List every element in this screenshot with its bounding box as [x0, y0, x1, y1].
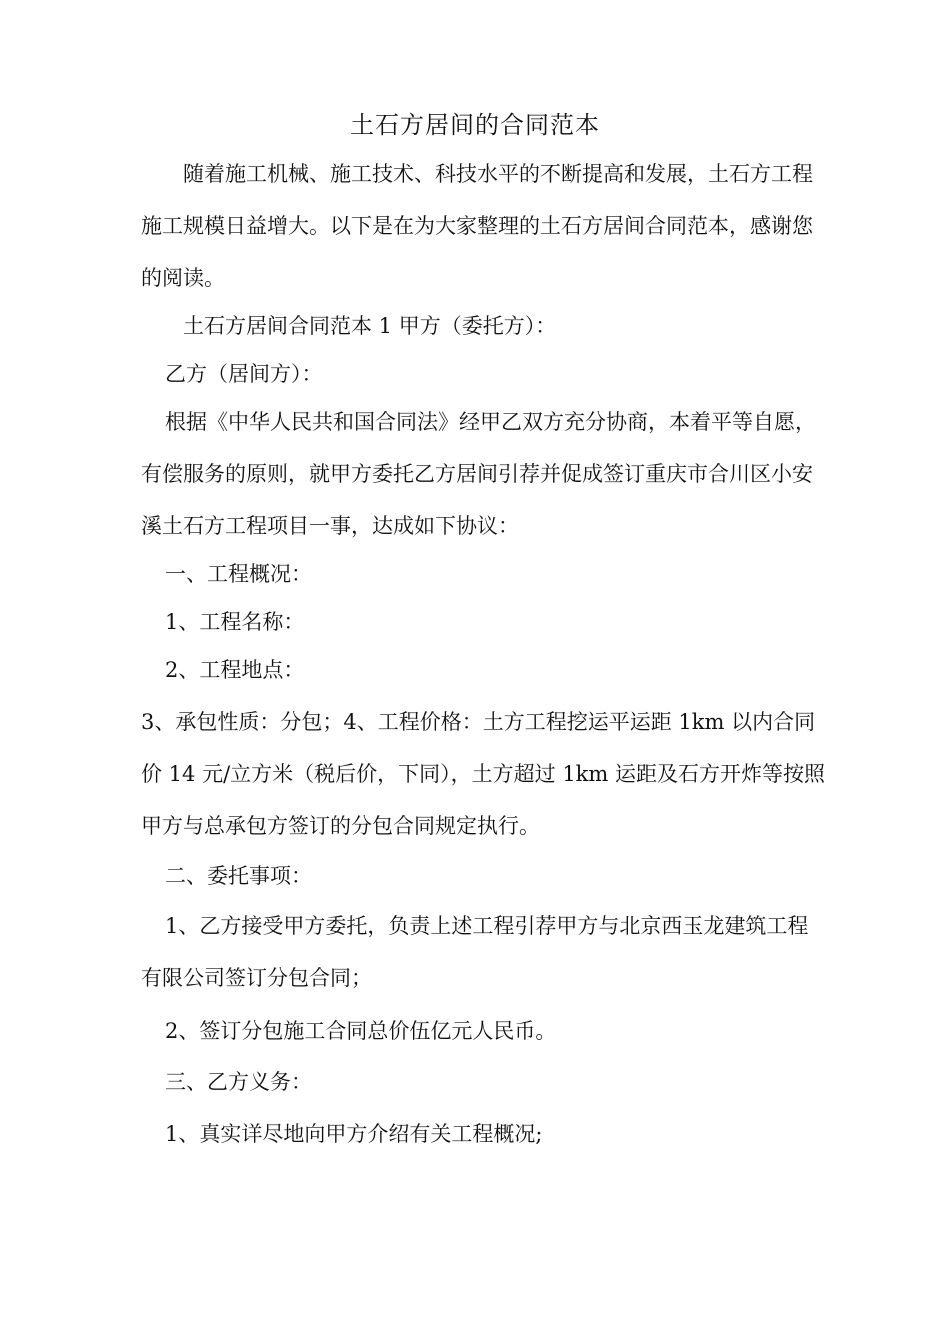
obligation-item-1: 1、真实详尽地向甲方介绍有关工程概况;: [165, 1122, 543, 1146]
commission-item-1: 1、乙方接受甲方委托，负责上述工程引荐甲方与北京西玉龙建筑工程有限公司签订分包合同；: [141, 914, 809, 990]
document-title: 土石方居间的合同范本: [350, 111, 600, 139]
agreement-basis-paragraph: 根据《中华人民共和国合同法》经甲乙双方充分协商，本着平等自愿，有偿服务的原则，就甲方委托乙方居间引荐并促成签订重庆市合川区小安溪土石方工程项目一事，达成如下协议：: [141, 410, 816, 538]
project-name-line: 1、工程名称：: [165, 610, 305, 634]
section-3-heading: 三、乙方义务：: [165, 1070, 312, 1094]
commission-item-2: 2、签订分包施工合同总价伍亿元人民币。: [165, 1019, 557, 1043]
section-1-heading: 一、工程概况：: [165, 562, 312, 586]
intro-paragraph: 随着施工机械、施工技术、科技水平的不断提高和发展，土石方工程施工规模日益增大。以下是在为大家整理的土石方居间合同范本，感谢您的阅读。: [141, 162, 813, 290]
contract-heading-party-a: 土石方居间合同范本 1 甲方（委托方）：: [183, 314, 557, 338]
project-location-line: 2、工程地点：: [165, 658, 305, 682]
section-2-heading: 二、委托事项：: [165, 864, 312, 888]
party-b-line: 乙方（居间方）：: [165, 362, 323, 386]
contract-nature-price-paragraph: 3、承包性质：分包；4、工程价格：土方工程挖运平运距 1km 以内合同价 14 元/立方米（税后价，下同），土方超过 1km 运距及石方开炸等按照甲方与总承包方签订的分包合同规定执行。: [141, 710, 825, 838]
